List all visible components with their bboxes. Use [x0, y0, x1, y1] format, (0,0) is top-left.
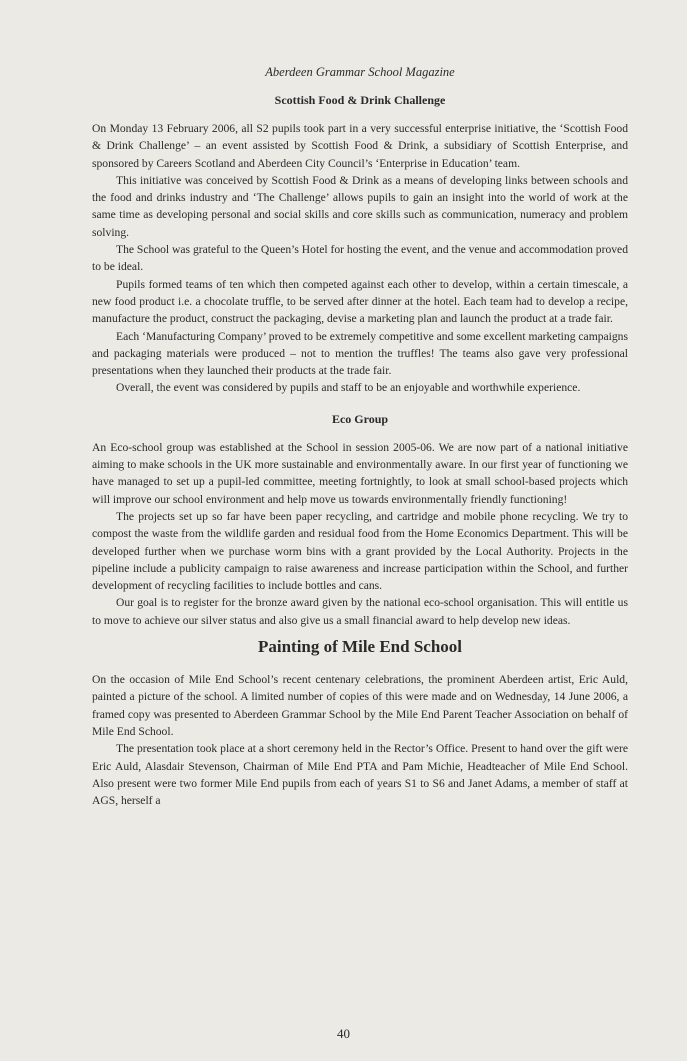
section-title: Eco Group [331, 411, 389, 426]
paragraph: Overall, the event was considered by pupils and staff to be an enjoyable and worthwhile experience. [116, 381, 581, 395]
paragraph: The projects set up so far have been paper recycling, and cartridge and mobile phone recycling. We try to compost the waste from the wildlife garden and residual food from the Home Economics Department. This will be developed further when we purchase worm bins with a grant provided by the Local Authority. Projects in the pipeline include a publicity campaign to raise awareness and increase participation within the School, and further development of recycling facilities to include bottles and cans. [92, 509, 628, 593]
paragraph: On the occasion of Mile End School’s recent centenary celebrations, the prominent Aberdeen artist, Eric Auld, painted a picture of the school. A limited number of copies of this were made and on Wednesday, 14 June 2006, a framed copy was presented to Aberdeen Grammar School by the Mile End Parent Teacher Association on behalf of Mile End School. [92, 673, 628, 738]
page-content [92, 64, 628, 813]
paragraph: Our goal is to register for the bronze award given by the national eco-school organisation. This will entitle us to move to achieve our silver status and also give us a small financial award to help develop new ideas. [92, 596, 628, 627]
paragraph: This initiative was conceived by Scottish Food & Drink as a means of developing links between schools and the food and drinks industry and ‘The Challenge’ allows pupils to gain an insight into the world of work at the same time as developing personal and social skills and core skills such as communication, numeracy and problem solving. [92, 173, 628, 239]
running-head: Aberdeen Grammar School Magazine [265, 65, 455, 79]
page-number: 40 [337, 1026, 350, 1041]
section-title: Scottish Food & Drink Challenge [274, 93, 446, 107]
section-mile-end-painting [92, 637, 628, 809]
section-food-drink-challenge [92, 92, 628, 397]
section-title: Painting of Mile End School [257, 637, 463, 657]
paragraph: The School was grateful to the Queen’s Hotel for hosting the event, and the venue and accommodation proved to be ideal. [92, 243, 628, 274]
paragraph: An Eco-school group was established at the School in session 2005-06. We are now part of a national initiative aiming to make schools in the UK more sustainable and environmentally aware. In our first year of functioning we have managed to set up a pupil-led committee, meeting fortnightly, to look at small school-based projects which will improve our school environment and help move us towards environmentally friendly functioning! [92, 440, 628, 506]
paragraph: Pupils formed teams of ten which then competed against each other to develop, within a certain timescale, a new food product i.e. a chocolate truffle, to be served after dinner at the hotel. Each team had to develop a recipe, manufacture the product, construct the packaging, devise a marketing plan and launch the product at a trade fair. [92, 277, 628, 326]
section-eco-group [92, 411, 628, 629]
paragraph: Each ‘Manufacturing Company’ proved to be extremely competitive and some excellent marketing campaigns and packaging materials were produced – not to mention the truffles! The teams also gave very professional presentations when they launched their products at the trade fair. [92, 329, 628, 378]
paragraph: On Monday 13 February 2006, all S2 pupils took part in a very successful enterprise initiative, the ‘Scottish Food & Drink Challenge’ – an event assisted by Scottish Food & Drink, a subsidiary of Scottish Enterprise, and sponsored by Careers Scotland and Aberdeen City Council’s ‘Enterprise in Education’ team. [92, 122, 628, 170]
paragraph: The presentation took place at a short ceremony held in the Rector’s Office. Present to hand over the gift were Eric Auld, Alasdair Stevenson, Chairman of Mile End PTA and Pam Michie, Headteacher of Mile End School. Also present were two former Mile End pupils from each of years S1 to S6 and Janet Adams, a member of staff at AGS, herself a [92, 742, 628, 808]
